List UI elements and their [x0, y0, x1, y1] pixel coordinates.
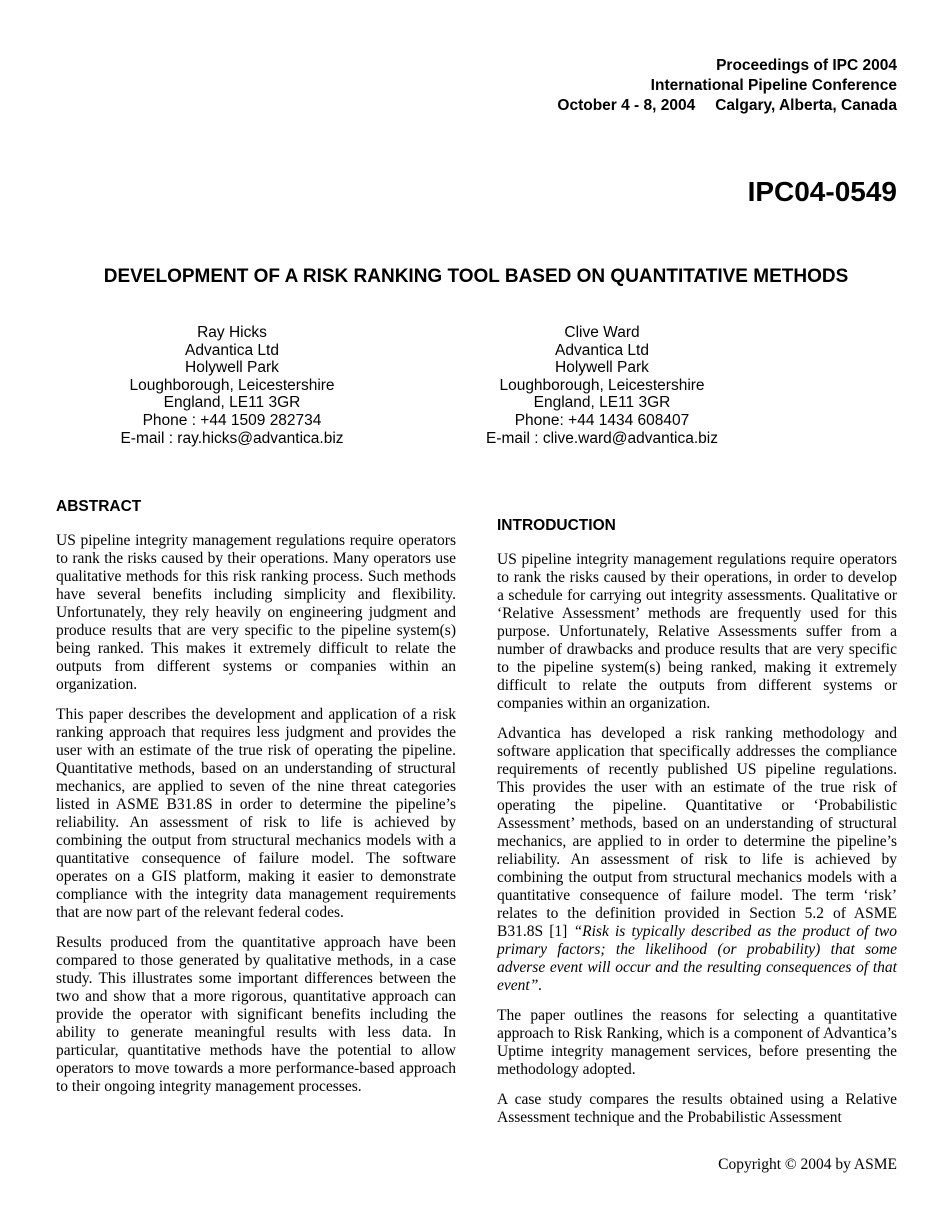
paper-number: IPC04-0549 [747, 176, 897, 207]
author-address-line: Loughborough, Leicestershire [129, 376, 335, 394]
author-email: E-mail : clive.ward@advantica.biz [486, 429, 718, 447]
paper-title: DEVELOPMENT OF A RISK RANKING TOOL BASED ON QUANTITATIVE METHODS [103, 266, 849, 287]
introduction-paragraph-4: A case study compares the results obtained using a Relative Assessment technique and the Probabilistic Assessment [497, 1091, 897, 1126]
author-phone: Phone : +44 1509 282734 [142, 411, 322, 429]
introduction-paragraph-2-text: Advantica has developed a risk ranking methodology and software application that specifically addresses the compliance requirements of recently published US pipeline regulations. This provides the user with an estimate of the true risk of operating the pipeline. Quantitative or ‘Probabilistic Assessment’ methods, based on an understanding of structural mechanics, are applied to in order to determine the pipeline’s reliability. An assessment of risk to life is achieved by combining the output from structural mechanics models with a quantitative consequence of failure model. The term ‘risk’ relates to the definition provided in Section 5.2 of ASME B31.8S [1] [497, 725, 897, 940]
introduction-paragraph-2 [497, 725, 897, 995]
author-address-line: Loughborough, Leicestershire [499, 376, 705, 394]
asme-risk-definition-quote: “Risk is typically described as the product of two primary factors; the likelihood (or probability) that some adverse event will occur and the resulting consequences of that event”. [497, 923, 897, 994]
author-address-line: Holywell Park [185, 359, 279, 377]
author-address-line: Holywell Park [555, 359, 649, 377]
author-address-line: England, LE11 3GR [163, 394, 301, 412]
conference-location: Calgary, Alberta, Canada [715, 97, 897, 114]
conference-date: October 4 - 8, 2004 [557, 97, 696, 114]
author-block-left [55, 324, 409, 447]
introduction-section [497, 517, 897, 1139]
abstract-section [56, 498, 456, 1108]
abstract-paragraph-2: This paper describes the development and application of a risk ranking approach that requires less judgment and provides the user with an estimate of the true risk of operating the pipeline. Quantitative methods, based on an understanding of structural mechanics, are applied to seven of the nine threat categories listed in ASME B31.8S in order to determine the pipeline’s reliability. An assessment of risk to life is achieved by combining the output from structural mechanics models with a quantitative consequence of failure model. The software operates on a GIS platform, making it easier to demonstrate compliance with the integrity data management requirements that are now part of the relevant federal codes. [56, 706, 456, 921]
author-name: Ray Hicks [197, 324, 267, 341]
author-address-line: England, LE11 3GR [533, 394, 671, 412]
author-email: E-mail : ray.hicks@advantica.biz [120, 429, 344, 447]
proceedings-line: Proceedings of IPC 2004 [716, 57, 897, 74]
conference-date-location [557, 96, 897, 116]
abstract-paragraph-3: Results produced from the quantitative approach have been compared to those generated by qualitative methods, in a case study. This illustrates some important differences between the two and show that a more rigorous, quantitative approach can provide the operator with significant benefits including the ability to generate meaningful results with less data. In particular, quantitative methods have the potential to allow operators to move towards a more performance-based approach to their ongoing integrity management processes. [56, 934, 456, 1095]
author-block-right [425, 324, 779, 447]
author-blocks [55, 324, 897, 447]
abstract-paragraph-1: US pipeline integrity management regulations require operators to rank the risks caused by their operations. Many operators use qualitative methods for this risk ranking process. Such methods have several benefits including simplicity and flexibility. Unfortunately, they rely heavily on engineering judgment and produce results that are very specific to the pipeline system(s) being ranked. This makes it extremely difficult to relate the outputs from different systems or companies within an organization. [56, 532, 456, 693]
conference-header [557, 56, 897, 116]
author-name: Clive Ward [564, 324, 640, 341]
author-affiliation: Advantica Ltd [185, 341, 279, 359]
author-phone: Phone: +44 1434 608407 [514, 411, 690, 429]
introduction-heading: INTRODUCTION [497, 517, 616, 534]
introduction-paragraph-3: The paper outlines the reasons for selecting a quantitative approach to Risk Ranking, which is a component of Advantica’s Uptime integrity management services, before presenting the methodology adopted. [497, 1007, 897, 1078]
introduction-paragraph-1: US pipeline integrity management regulations require operators to rank the risks caused by their operations, in order to develop a schedule for carrying out integrity assessments. Qualitative or ‘Relative Assessment’ methods are frequently used for this purpose. Unfortunately, Relative Assessments suffer from a number of drawbacks and produce results that are very specific to the pipeline system(s) being ranked, making it extremely difficult to relate the outputs from different systems or companies within an organization. [497, 551, 897, 712]
copyright-notice: Copyright © 2004 by ASME [718, 1156, 897, 1173]
abstract-heading: ABSTRACT [56, 498, 142, 515]
conference-name: International Pipeline Conference [650, 77, 897, 94]
author-affiliation: Advantica Ltd [555, 341, 649, 359]
